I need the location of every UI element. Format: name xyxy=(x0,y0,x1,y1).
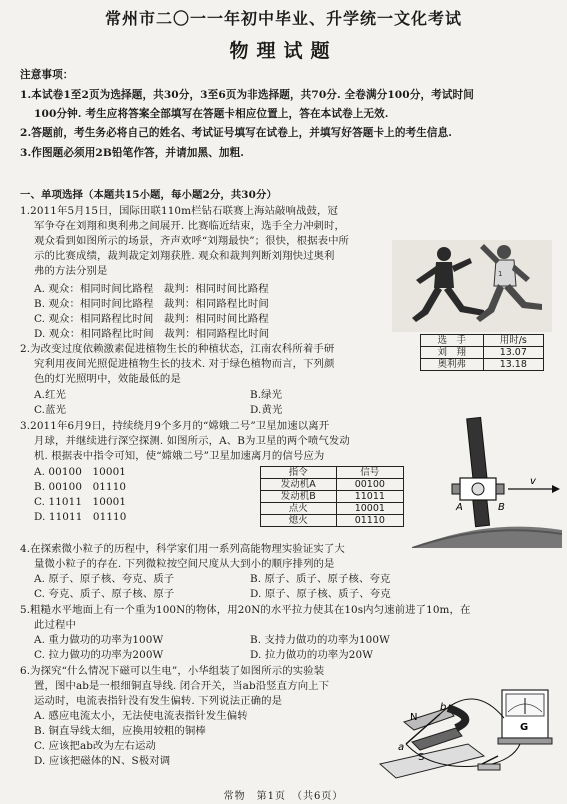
option-d: D. 应该把磁体的N、S极对调 xyxy=(34,755,171,767)
question-line: 2.为改变过度依赖激素促进植物生长的种植状态，江南农科所着手研 xyxy=(20,343,335,355)
option-a: A. 观众：相同时间比路程 裁判：相同时间比路程 xyxy=(34,283,269,295)
question-line: 机. 根据表中指令可知，使“嫦娥二号”卫星加速离月的信号应为 xyxy=(34,450,325,462)
satellite-figure xyxy=(412,412,562,548)
table-cell: 发动机A xyxy=(261,479,337,491)
option-c: C. 观众：相同路程比时间 裁判：相同时间比路程 xyxy=(34,313,269,325)
option-b: B. 原子、质子、原子核、夸克 xyxy=(250,573,391,585)
option-c: C. 拉力做功的功率为200W xyxy=(34,649,164,661)
option-c: C. 夸克、质子、原子核、原子 xyxy=(34,588,175,600)
section-heading: 一、单项选择（本题共15小题，每小题2分，共30分） xyxy=(20,189,277,201)
option-c: C. 11011 10001 xyxy=(34,496,127,508)
question-line: 量微小粒子的存在. 下列微粒按空间尺度从大到小的顺序排列的是 xyxy=(34,558,335,570)
subject-title: 物理试题 xyxy=(229,40,338,62)
svg-text:1: 1 xyxy=(498,270,503,278)
table-cell: 刘 翔 xyxy=(421,347,484,359)
option-c: C. 应该把ab改为左右运动 xyxy=(34,740,156,752)
table-cell: 13.07 xyxy=(483,347,543,359)
question-line: 4.在探索微小粒子的历程中，科学家们用一系列高能物理实验证实了大 xyxy=(20,543,345,555)
table-header: 用时/s xyxy=(483,335,543,347)
option-b: B. 铜直导线太细，应换用较粗的铜棒 xyxy=(34,725,206,737)
table-cell: 01110 xyxy=(336,515,403,527)
question-line: 弗的方法分别是 xyxy=(34,265,108,277)
label-b: B xyxy=(498,502,505,513)
option-b: B.绿光 xyxy=(250,389,283,401)
question-line: 6.为探究“什么情况下磁可以生电”，小华组装了如图所示的实验装 xyxy=(20,665,325,677)
question-line: 月球，并继续进行深空探测. 如图所示，A、B为卫星的两个喷气发动 xyxy=(34,435,350,447)
table-header: 指令 xyxy=(261,467,337,479)
question-line: 5.粗糙水平地面上有一个重为100N的物体，用20N的水平拉力使其在10s内匀速前进了10m，在 xyxy=(20,604,471,616)
question-line: 究利用夜间光照促进植物生长的技术. 对于绿色植物而言，下列颜 xyxy=(34,358,335,370)
table-cell: 发动机B xyxy=(261,491,337,503)
question-line: 1.2011年5月15日，国际田联110m栏钻石联赛上海站敲响战鼓，冠 xyxy=(20,205,338,217)
option-d: D. 11011 01110 xyxy=(34,511,127,523)
question-line: 置，图中ab是一根细铜直导线. 闭合开关，当ab沿竖直方向上下 xyxy=(34,680,330,692)
option-a: A. 原子、原子核、夸克、质子 xyxy=(34,573,175,585)
q3-command-table xyxy=(260,466,404,527)
question-line: 色的灯光照明中，效能最低的是 xyxy=(34,373,181,385)
table-header: 信号 xyxy=(336,467,403,479)
option-a: A.红光 xyxy=(34,389,66,401)
option-d: D. 拉力做功的功率为20W xyxy=(250,649,373,661)
label-v: v xyxy=(530,476,536,487)
option-b: B. 观众：相同时间比路程 裁判：相同路程比时间 xyxy=(34,298,269,310)
question-line: 此过程中 xyxy=(34,619,76,631)
question-line: 观众看到如图所示的场景，齐声欢呼“刘翔最快”；很快，根据表中所 xyxy=(34,235,350,247)
question-line: 示的比赛成绩，裁判裁定刘翔获胜. 观众和裁判判断刘翔快过奥利 xyxy=(34,250,335,262)
table-cell: 奥利弗 xyxy=(421,359,484,371)
table-cell: 13.18 xyxy=(483,359,543,371)
option-b: B. 00100 01110 xyxy=(34,481,127,493)
option-d: D.黄光 xyxy=(250,404,283,416)
notice-line: 3.作图题必须用2B铅笔作答，并请加黑、加粗. xyxy=(20,147,245,159)
notice-heading: 注意事项： xyxy=(20,69,74,81)
label-b: b xyxy=(440,702,447,713)
table-header: 选 手 xyxy=(421,335,484,347)
option-a: A. 重力做功的功率为100W xyxy=(34,634,164,646)
option-d: D. 观众：相同路程比时间 裁判：相同路程比时间 xyxy=(34,328,270,340)
table-cell: 10001 xyxy=(336,503,403,515)
notice-line: 1.本试卷1至2页为选择题，共30分，3至6页为非选择题，共70分. 全卷满分100分，考试时间 xyxy=(20,89,474,101)
runners-figure xyxy=(392,240,552,332)
table-cell: 00100 xyxy=(336,479,403,491)
option-a: A. 感应电流太小，无法使电流表指针发生偏转 xyxy=(34,710,248,722)
option-b: B. 支持力做功的功率为100W xyxy=(250,634,390,646)
table-cell: 11011 xyxy=(336,491,403,503)
question-line: 3.2011年6月9日，持续绕月9个多月的“嫦娥二号”卫星加速以离开 xyxy=(20,420,330,432)
notice-line: 2.答题前，考生务必将自己的姓名、考试证号填写在试卷上，并填写好答题卡上的考生信息. xyxy=(20,127,453,139)
option-d: D. 原子、原子核、质子、夸克 xyxy=(250,588,391,600)
page-footer: 常物 第1页 （共6页） xyxy=(223,791,344,802)
label-g: G xyxy=(520,722,529,733)
label-a: A xyxy=(456,502,463,513)
label-s: S xyxy=(418,752,425,763)
label-a: a xyxy=(398,742,405,753)
exam-title: 常州市二〇一一年初中毕业、升学统一文化考试 xyxy=(104,9,462,28)
induction-apparatus-figure xyxy=(374,678,558,782)
option-c: C.蓝光 xyxy=(34,404,67,416)
table-cell: 点火 xyxy=(261,503,337,515)
question-line: 运动时，电流表指针没有发生偏转. 下列说法正确的是 xyxy=(34,695,283,707)
option-a: A. 00100 10001 xyxy=(34,466,127,478)
table-cell: 熄火 xyxy=(261,515,337,527)
label-n: N xyxy=(410,712,418,723)
q1-result-table xyxy=(420,334,544,371)
question-line: 军争夺在刘翔和奥利弗之间展开. 比赛临近结束，选手全力冲刺时， xyxy=(34,220,346,232)
notice-line: 100分钟. 考生应将答案全部填写在答题卡相应位置上，答在本试卷上无效. xyxy=(34,108,389,120)
